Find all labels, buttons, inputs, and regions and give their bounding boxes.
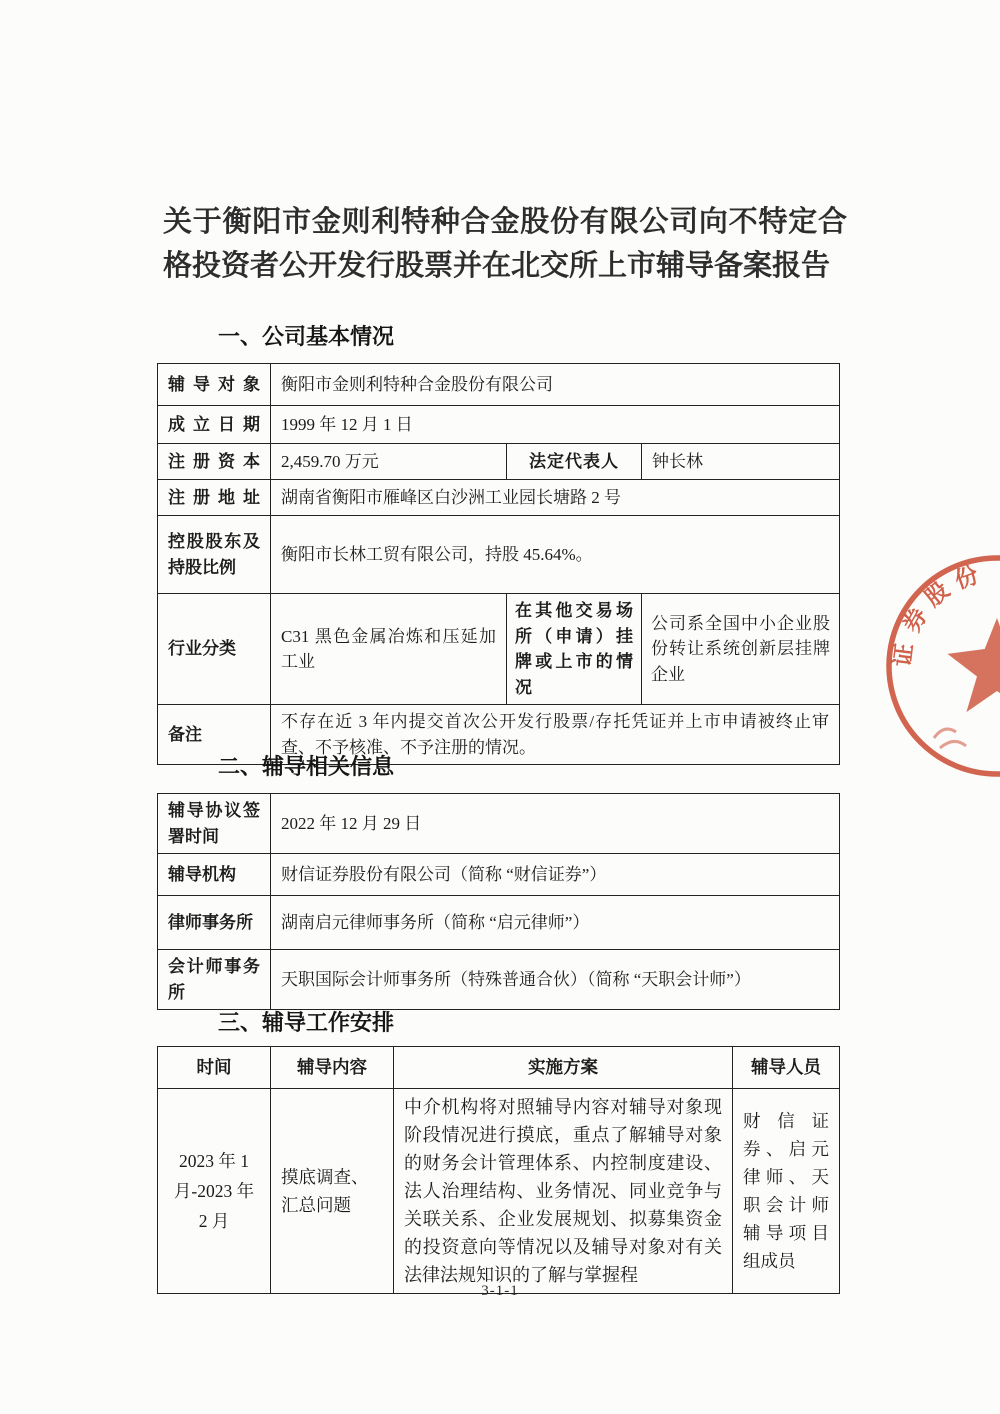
seal-char: 证 <box>889 642 918 669</box>
table-row <box>158 364 840 406</box>
row-label: 法定代表人 <box>507 444 642 480</box>
row-value: 公司系全国中小企业股份转让系统创新层挂牌企业 <box>642 594 840 705</box>
column-header-time: 时间 <box>158 1047 271 1089</box>
company-basics-table <box>157 363 840 765</box>
row-label: 会计师事务所 <box>158 950 271 1010</box>
row-value: C31 黑色金属冶炼和压延加工业 <box>271 594 507 705</box>
row-label: 在其他交易场所（申请）挂牌或上市的情况 <box>507 594 642 705</box>
page-number: 3-1-1 <box>481 1283 519 1299</box>
section-heading-guidance-info: 二、辅导相关信息 <box>218 754 395 779</box>
schedule-content: 摸底调查、汇总问题 <box>271 1089 394 1294</box>
row-value: 1999 年 12 月 1 日 <box>271 406 840 444</box>
section-heading-company-basics: 一、公司基本情况 <box>218 324 395 349</box>
row-label: 辅导协议签署时间 <box>158 794 271 854</box>
row-label: 注册资本 <box>158 444 271 480</box>
seal-char: 券 <box>898 604 932 637</box>
row-value: 湖南省衡阳市雁峰区白沙洲工业园长塘路 2 号 <box>271 480 840 516</box>
column-header-content: 辅导内容 <box>271 1047 394 1089</box>
schedule-staff: 财信证券、启元律师、天职会计师辅导项目组成员 <box>733 1089 840 1294</box>
row-value: 2,459.70 万元 <box>271 444 507 480</box>
row-value: 财信证券股份有限公司（简称 “财信证券”） <box>271 854 840 896</box>
row-label: 注册地址 <box>158 480 271 516</box>
schedule-time: 2023 年 1 月-2023 年 2 月 <box>158 1089 271 1294</box>
work-schedule-table <box>157 1046 840 1294</box>
row-value: 2022 年 12 月 29 日 <box>271 794 840 854</box>
seal-circle <box>889 558 1000 774</box>
seal-char: 份 <box>951 562 982 594</box>
company-seal-stamp <box>882 552 1000 792</box>
row-label: 行业分类 <box>158 594 271 705</box>
table-row <box>158 950 840 1010</box>
row-label: 律师事务所 <box>158 896 271 950</box>
table-row <box>158 480 840 516</box>
seal-star <box>948 618 1000 712</box>
row-label: 辅导机构 <box>158 854 271 896</box>
schedule-plan: 中介机构将对照辅导内容对辅导对象现阶段情况进行摸底，重点了解辅导对象的财务会计管理体系、内控制度建设、法人治理结构、业务情况、同业竞争与关联关系、企业发展规划、拟募集资金的投资意向等情况以及辅导对象对有关法律法规知识的了解与掌握程 <box>394 1089 733 1294</box>
column-header-staff: 辅导人员 <box>733 1047 840 1089</box>
seal-inner-mark <box>934 729 966 748</box>
table-row <box>158 794 840 854</box>
section-heading-work-schedule: 三、辅导工作安排 <box>218 1010 395 1035</box>
table-row <box>158 444 840 480</box>
row-label: 控股股东及持股比例 <box>158 516 271 594</box>
row-value: 湖南启元律师事务所（简称 “启元律师”） <box>271 896 840 950</box>
page-title: 关于衡阳市金则利特种合金股份有限公司向不特定合格投资者公开发行股票并在北交所上市辅导备案报告 <box>163 206 847 282</box>
row-label: 备注 <box>158 705 271 765</box>
row-value: 不存在近 3 年内提交首次公开发行股票/存托凭证并上市申请被终止审查、不予核准、不予注册的情况。 <box>271 705 840 765</box>
row-value: 钟长林 <box>642 444 840 480</box>
table-row <box>158 516 840 594</box>
table-header-row <box>158 1047 840 1089</box>
table-row <box>158 594 840 705</box>
row-value: 衡阳市金则利特种合金股份有限公司 <box>271 364 840 406</box>
table-row <box>158 1089 840 1294</box>
table-row <box>158 854 840 896</box>
table-row <box>158 896 840 950</box>
column-header-plan: 实施方案 <box>394 1047 733 1089</box>
guidance-info-table <box>157 793 840 1010</box>
row-value: 衡阳市长林工贸有限公司，持股 45.64%。 <box>271 516 840 594</box>
row-value: 天职国际会计师事务所（特殊普通合伙）（简称 “天职会计师”） <box>271 950 840 1010</box>
table-row <box>158 406 840 444</box>
row-label: 成立日期 <box>158 406 271 444</box>
seal-char: 股 <box>920 577 955 612</box>
row-label: 辅导对象 <box>158 364 271 406</box>
